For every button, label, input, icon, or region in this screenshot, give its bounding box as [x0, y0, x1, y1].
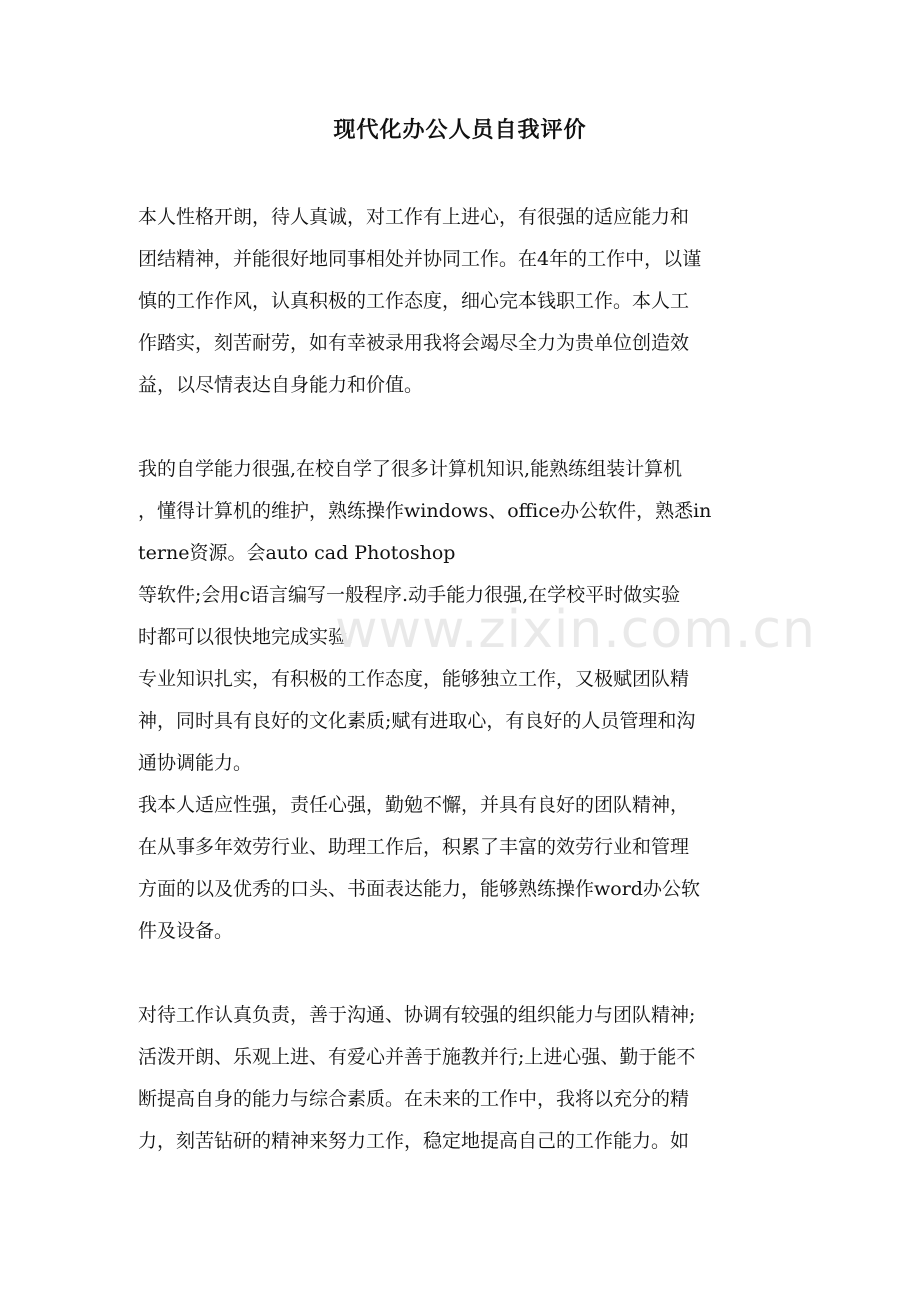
- text-line: 时都可以很快地完成实验.: [138, 626, 354, 648]
- watermark: www.zixin.com.cn: [335, 600, 816, 660]
- text-line: 件及设备。: [138, 920, 234, 942]
- text-line: 神，同时具有良好的文化素质;赋有进取心，有良好的人员管理和沟: [138, 710, 696, 732]
- text-line: terne资源。会auto cad Photoshop: [138, 542, 456, 564]
- text-line: 对待工作认真负责，善于沟通、协调有较强的组织能力与团队精神;: [138, 1004, 696, 1026]
- text-line: 断提高自身的能力与综合素质。在未来的工作中，我将以充分的精: [138, 1088, 690, 1110]
- text-line: 我本人适应性强，责任心强，勤勉不懈，并具有良好的团队精神，: [138, 794, 690, 816]
- paragraph-gap: [138, 406, 778, 448]
- document-body: [138, 196, 778, 1162]
- paragraph-gap: [138, 952, 778, 994]
- text-line: 本人性格开朗，待人真诚，对工作有上进心，有很强的适应能力和: [138, 206, 690, 228]
- text-line: 方面的以及优秀的口头、书面表达能力，能够熟练操作word办公软: [138, 878, 700, 900]
- text-line: ，懂得计算机的维护，熟练操作windows、office办公软件，熟悉in: [138, 500, 712, 522]
- text-line: 力，刻苦钻研的精神来努力工作，稳定地提高自己的工作能力。如: [138, 1130, 690, 1152]
- text-line: 专业知识扎实，有积极的工作态度，能够独立工作，又极赋团队精: [138, 668, 690, 690]
- text-line: 团结精神，并能很好地同事相处并协同工作。在4年的工作中，以谨: [138, 248, 702, 270]
- text-line: 在从事多年效劳行业、助理工作后，积累了丰富的效劳行业和管理: [138, 836, 690, 858]
- text-line: 我的自学能力很强,在校自学了很多计算机知识,能熟练组装计算机: [138, 458, 683, 480]
- text-line: 慎的工作作风，认真积极的工作态度，细心完本钱职工作。本人工: [138, 290, 690, 312]
- text-line: 益，以尽情表达自身能力和价值。: [138, 374, 424, 396]
- text-line: 等软件;会用c语言编写一般程序.动手能力很强,在学校平时做实验: [138, 584, 681, 606]
- text-line: 作踏实，刻苦耐劳，如有幸被录用我将会竭尽全力为贵单位创造效: [138, 332, 690, 354]
- text-line: 通协调能力。: [138, 752, 253, 774]
- document-title: 现代化办公人员自我评价: [333, 117, 587, 143]
- text-line: 活泼开朗、乐观上进、有爱心并善于施教并行;上进心强、勤于能不: [138, 1046, 696, 1068]
